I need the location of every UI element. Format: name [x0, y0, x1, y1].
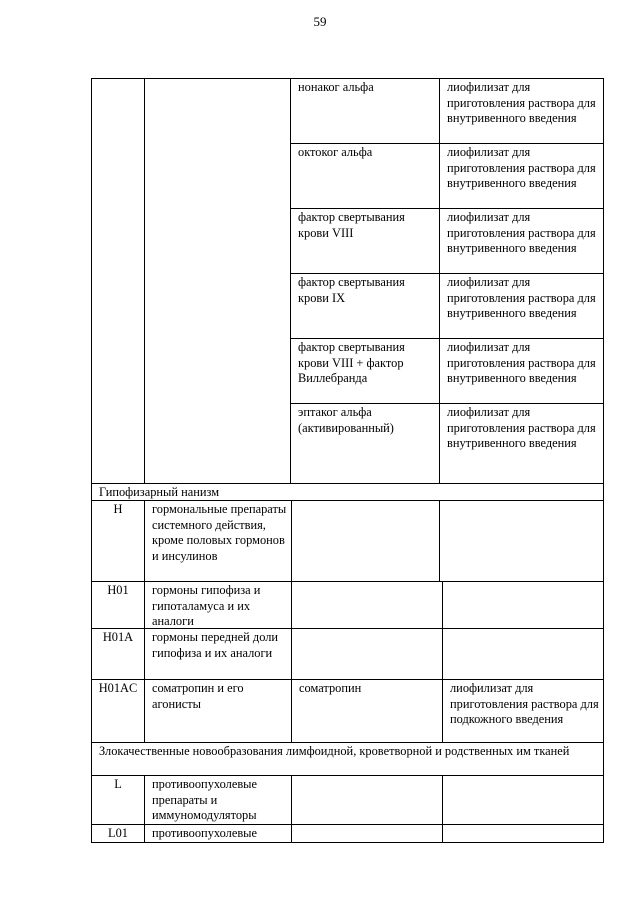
table-border: [291, 500, 292, 743]
table-border: [144, 500, 145, 743]
table-border: [290, 273, 603, 274]
table-border: [91, 78, 603, 79]
atc-code-cell: L: [114, 777, 122, 791]
table-border: [91, 842, 603, 843]
dosage-form-cell: лиофилизат для приготовления раствора для внутривенного введения: [447, 80, 596, 125]
atc-code-cell: H01: [107, 583, 129, 597]
drug-name-cell: фактор свертывания крови VIII + фактор Виллебранда: [298, 340, 405, 385]
table-border: [91, 500, 603, 501]
dosage-form-cell: лиофилизат для приготовления раствора для внутривенного введения: [447, 275, 596, 320]
atc-group-cell: гормональные препараты системного действия, кроме половых гормонов и инсулинов: [152, 502, 287, 563]
dosage-form-cell: лиофилизат для приготовления раствора для подкожного введения: [450, 681, 599, 726]
dosage-form-cell: лиофилизат для приготовления раствора для внутривенного введения: [447, 405, 596, 450]
table-border: [91, 679, 603, 680]
table-border: [290, 403, 603, 404]
atc-group-cell: гормоны передней доли гипофиза и их аналоги: [152, 630, 279, 660]
atc-code-cell: L01: [108, 826, 128, 840]
table-border: [439, 500, 440, 582]
table-border: [603, 78, 604, 843]
table-border: [290, 143, 603, 144]
table-border: [144, 78, 145, 484]
table-border: [290, 338, 603, 339]
dosage-form-cell: лиофилизат для приготовления раствора для внутривенного введения: [447, 210, 596, 255]
table-border: [442, 775, 443, 843]
atc-group-cell: противоопухолевые препараты и иммуномодуляторы: [152, 777, 257, 822]
table-border: [290, 208, 603, 209]
table-border: [91, 78, 92, 843]
table-border: [91, 775, 603, 776]
drug-name-cell: октоког альфа: [298, 145, 373, 159]
drug-name-cell: фактор свертывания крови IX: [298, 275, 405, 305]
table-border: [290, 78, 291, 484]
drug-name-cell: эптаког альфа (активированный): [298, 405, 394, 435]
atc-code-cell: H01A: [102, 630, 134, 644]
page-number: 59: [313, 14, 327, 29]
dosage-form-cell: лиофилизат для приготовления раствора для внутривенного введения: [447, 145, 596, 190]
atc-code-cell: H01AC: [98, 681, 138, 695]
section-title: Гипофизарный нанизм: [99, 485, 220, 499]
table-border: [91, 483, 603, 484]
atc-group-cell: противоопухолевые: [152, 826, 257, 840]
table-border: [91, 581, 603, 582]
table-border: [442, 581, 443, 743]
atc-code-cell: H: [113, 502, 123, 516]
table-border: [144, 775, 145, 843]
drug-name-cell: нонаког альфа: [298, 80, 374, 94]
drug-name-cell: фактор свертывания крови VIII: [298, 210, 405, 240]
table-border: [291, 775, 292, 843]
table-border: [91, 824, 603, 825]
section-title: Злокачественные новообразования лимфоидной, кроветворной и родственных им тканей: [99, 744, 570, 758]
drug-name-cell: соматропин: [299, 681, 362, 695]
atc-group-cell: гормоны гипофиза и гипоталамуса и их аналоги: [152, 583, 261, 628]
atc-group-cell: соматропин и его агонисты: [152, 681, 244, 711]
dosage-form-cell: лиофилизат для приготовления раствора для внутривенного введения: [447, 340, 596, 385]
table-border: [439, 78, 440, 484]
table-border: [91, 628, 603, 629]
table-border: [91, 742, 603, 743]
